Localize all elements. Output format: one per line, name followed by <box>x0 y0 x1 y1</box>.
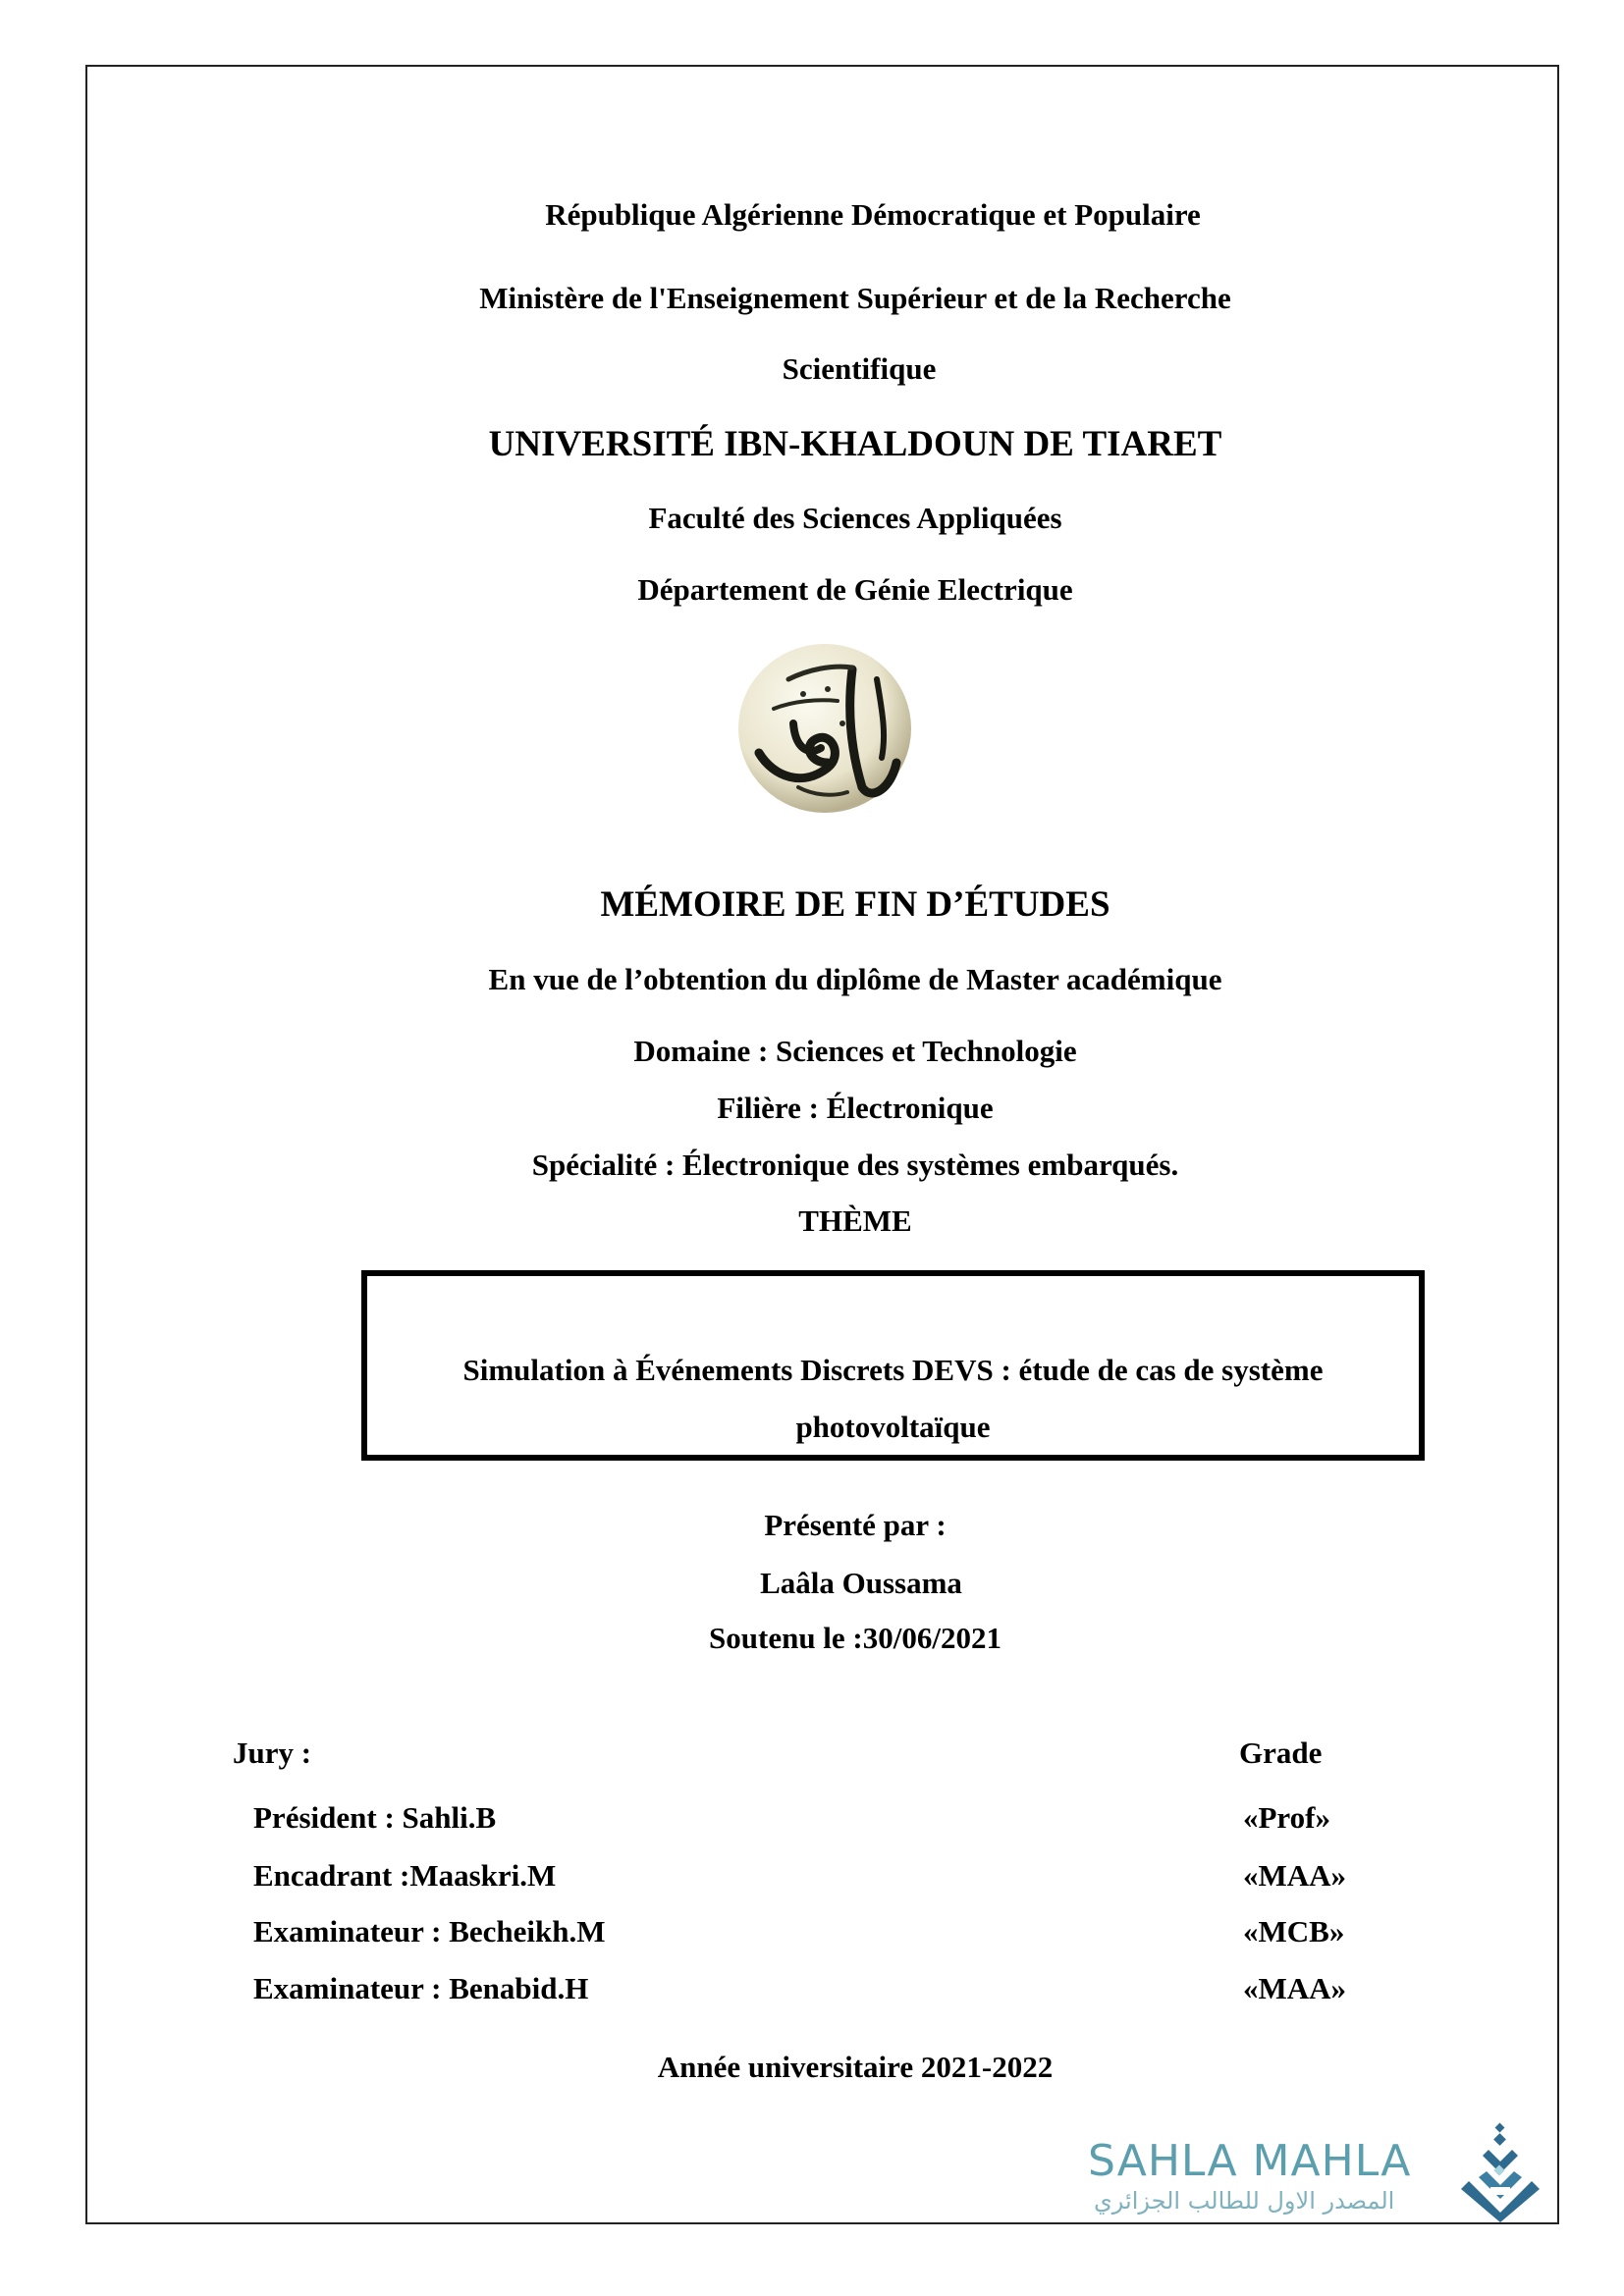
page-border <box>85 65 1559 2224</box>
ministry-heading-line1: Ministère de l'Enseignement Supérieur et de la Recherche <box>479 281 1231 315</box>
jury-label: Jury : <box>233 1735 312 1770</box>
jury-member-supervisor: Encadrant :Maaskri.M <box>253 1858 557 1893</box>
defense-date: Soutenu le :30/06/2021 <box>709 1621 1001 1655</box>
thesis-type-heading: MÉMOIRE DE FIN D’ÉTUDES <box>600 884 1110 925</box>
degree-purpose: En vue de l’obtention du diplôme de Master académique <box>488 962 1222 996</box>
thesis-title-line2: photovoltaïque <box>795 1410 991 1444</box>
jury-member-examiner-1: Examinateur : Becheikh.M <box>253 1914 606 1949</box>
faculty-name: Faculté des Sciences Appliquées <box>648 501 1062 535</box>
presented-by-label: Présenté par : <box>764 1508 947 1542</box>
watermark-title: SAHLA MAHLA <box>1088 2136 1412 2186</box>
author-name: Laâla Oussama <box>760 1566 962 1600</box>
university-seal-icon <box>734 640 916 817</box>
grade-header: Grade <box>1239 1735 1323 1770</box>
republic-heading: République Algérienne Démocratique et Populaire <box>545 197 1201 232</box>
jury-grade-president: «Prof» <box>1243 1800 1330 1835</box>
academic-year: Année universitaire 2021-2022 <box>657 2050 1054 2084</box>
specialty-line: Spécialité : Électronique des systèmes embarqués. <box>531 1148 1179 1182</box>
thesis-title-line1: Simulation à Événements Discrets DEVS : étude de cas de système <box>462 1353 1324 1387</box>
jury-grade-supervisor: «MAA» <box>1243 1858 1347 1893</box>
jury-grade-examiner-1: «MCB» <box>1243 1914 1345 1949</box>
ministry-heading-line2: Scientifique <box>782 351 937 386</box>
sahla-mahla-watermark <box>1088 2120 1549 2223</box>
jury-member-president: Président : Sahli.B <box>253 1800 497 1835</box>
sahla-mahla-logo-icon <box>1461 2120 1544 2223</box>
watermark-subtitle: المصدر الاول للطالب الجزائري <box>1094 2187 1395 2215</box>
domain-line: Domaine : Sciences et Technologie <box>633 1034 1077 1068</box>
theme-label: THÈME <box>798 1203 912 1238</box>
field-line: Filière : Électronique <box>717 1091 994 1125</box>
jury-member-examiner-2: Examinateur : Benabid.H <box>253 1971 589 2005</box>
university-name: UNIVERSITÉ IBN-KHALDOUN DE TIARET <box>488 424 1222 464</box>
thesis-title-box <box>361 1270 1425 1461</box>
jury-grade-examiner-2: «MAA» <box>1243 1971 1347 2005</box>
department-name: Département de Génie Electrique <box>637 572 1073 607</box>
